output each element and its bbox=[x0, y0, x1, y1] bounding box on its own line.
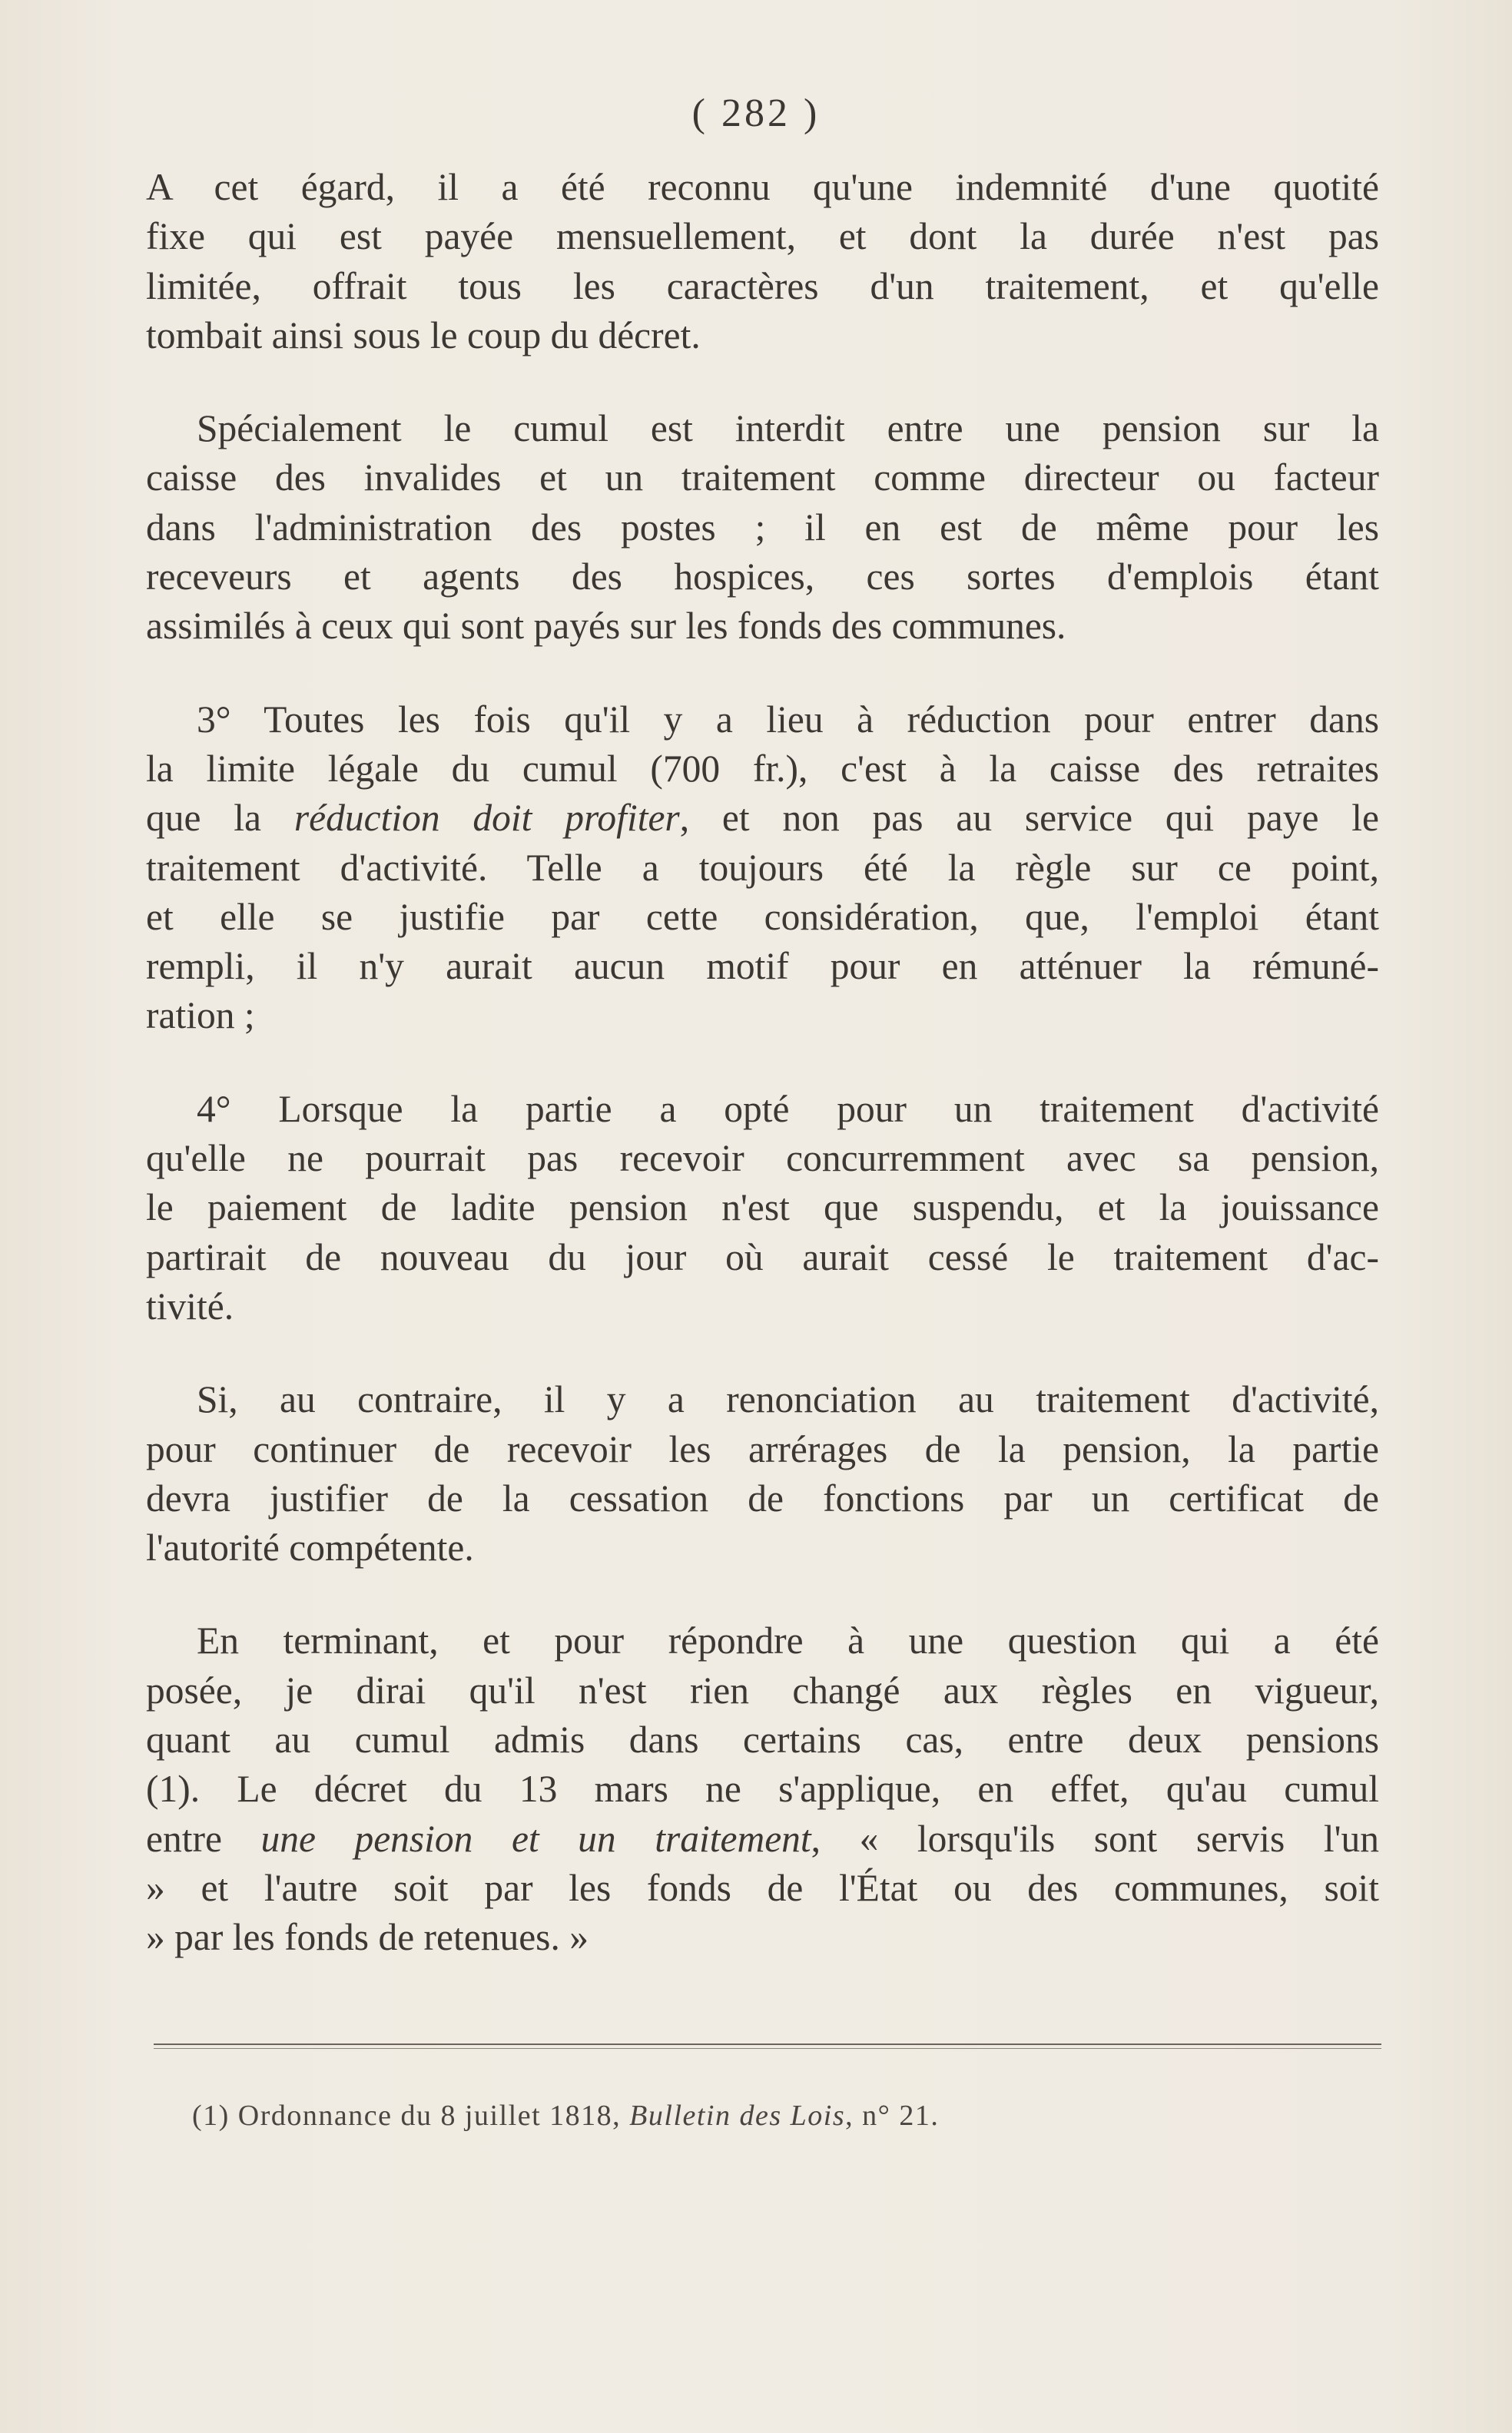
text-line: posée, je dirai qu'il n'est rien changé aux règles en vigueur, bbox=[146, 1669, 1379, 1712]
body-text bbox=[146, 163, 1379, 1963]
text-line: et elle se justifie par cette considération, que, l'emploi étant bbox=[146, 895, 1379, 938]
text-line: assimilés à ceux qui sont payés sur les fonds des communes. bbox=[146, 605, 1066, 648]
text-line: » par les fonds de retenues. » bbox=[146, 1916, 589, 1959]
text-line: la limite légale du cumul (700 fr.), c'est à la caisse des retraites bbox=[146, 747, 1379, 790]
text-line: dans l'administration des postes ; il en est de même pour les bbox=[146, 505, 1379, 549]
paragraph-5 bbox=[146, 1375, 1379, 1573]
text-line: Spécialement le cumul est interdit entre une pension sur la bbox=[197, 407, 1379, 450]
text-line: En terminant, et pour répondre à une question qui a été bbox=[197, 1619, 1379, 1662]
text-line: l'autorité compétente. bbox=[146, 1526, 474, 1570]
text-line: tombait ainsi sous le coup du décret. bbox=[146, 313, 701, 356]
text-line: devra justifier de la cessation de fonctions par un certificat de bbox=[146, 1477, 1379, 1520]
text-segment: entre bbox=[146, 1817, 261, 1860]
footnote-text-end: , n° 21. bbox=[845, 2100, 940, 2132]
text-line: fixe qui est payée mensuellement, et dont la durée n'est pas bbox=[146, 215, 1379, 258]
text-line: traitement d'activité. Telle a toujours été la règle sur ce point, bbox=[146, 846, 1379, 889]
text-segment: , « lorsqu'ils sont servis l'un bbox=[811, 1817, 1379, 1860]
paragraph-6 bbox=[146, 1616, 1379, 1962]
paragraph-3 bbox=[146, 695, 1379, 1041]
text-line: caisse des invalides et un traitement comme directeur ou facteur bbox=[146, 456, 1379, 499]
text-line: partirait de nouveau du jour où aurait cessé le traitement d'ac- bbox=[146, 1235, 1379, 1278]
text-line bbox=[146, 794, 1379, 843]
text-line bbox=[146, 1815, 1379, 1864]
text-line: 4° Lorsque la partie a opté pour un traitement d'activité bbox=[197, 1087, 1379, 1130]
paragraph-2 bbox=[146, 404, 1379, 651]
text-line: le paiement de ladite pension n'est que suspendu, et la jouissance bbox=[146, 1186, 1379, 1229]
paragraph-4 bbox=[146, 1085, 1379, 1331]
text-line: limitée, offrait tous les caractères d'un traitement, et qu'elle bbox=[146, 264, 1379, 307]
text-line: Si, au contraire, il y a renonciation au traitement d'activité, bbox=[197, 1378, 1379, 1421]
text-line: (1). Le décret du 13 mars ne s'applique, en effet, qu'au cumul bbox=[146, 1768, 1379, 1811]
text-line: qu'elle ne pourrait pas recevoir concurremment avec sa pension, bbox=[146, 1137, 1379, 1180]
text-line: » et l'autre soit par les fonds de l'État ou des communes, soit bbox=[146, 1866, 1379, 1909]
italic-phrase: une pension et un traitement bbox=[260, 1817, 811, 1860]
text-line: A cet égard, il a été reconnu qu'une indemnité d'une quotité bbox=[146, 166, 1379, 208]
text-line: receveurs et agents des hospices, ces sortes d'emplois étant bbox=[146, 555, 1379, 598]
text-line: tivité. bbox=[146, 1284, 234, 1328]
footnote-text: (1) Ordonnance du 8 juillet 1818, bbox=[192, 2100, 630, 2132]
page-number: ( 282 ) bbox=[691, 91, 821, 135]
text-segment: que la bbox=[146, 797, 294, 840]
italic-phrase: réduction doit profiter bbox=[293, 797, 680, 840]
text-line: ration ; bbox=[146, 994, 255, 1037]
paragraph-1 bbox=[146, 163, 1379, 360]
text-segment: , et non pas au service qui paye le bbox=[679, 797, 1379, 840]
text-line: pour continuer de recevoir les arrérages de la pension, la partie bbox=[146, 1427, 1379, 1470]
footnote-divider-thin bbox=[154, 2048, 1381, 2049]
footnote-divider bbox=[154, 2044, 1381, 2045]
footnote-italic: Bulletin des Lois bbox=[629, 2100, 846, 2132]
text-line: quant au cumul admis dans certains cas, entre deux pensions bbox=[146, 1719, 1379, 1762]
text-line: rempli, il n'y aurait aucun motif pour en atténuer la rémuné- bbox=[146, 945, 1379, 988]
footnote bbox=[192, 2099, 939, 2133]
text-line: 3° Toutes les fois qu'il y a lieu à réduction pour entrer dans bbox=[197, 698, 1379, 741]
